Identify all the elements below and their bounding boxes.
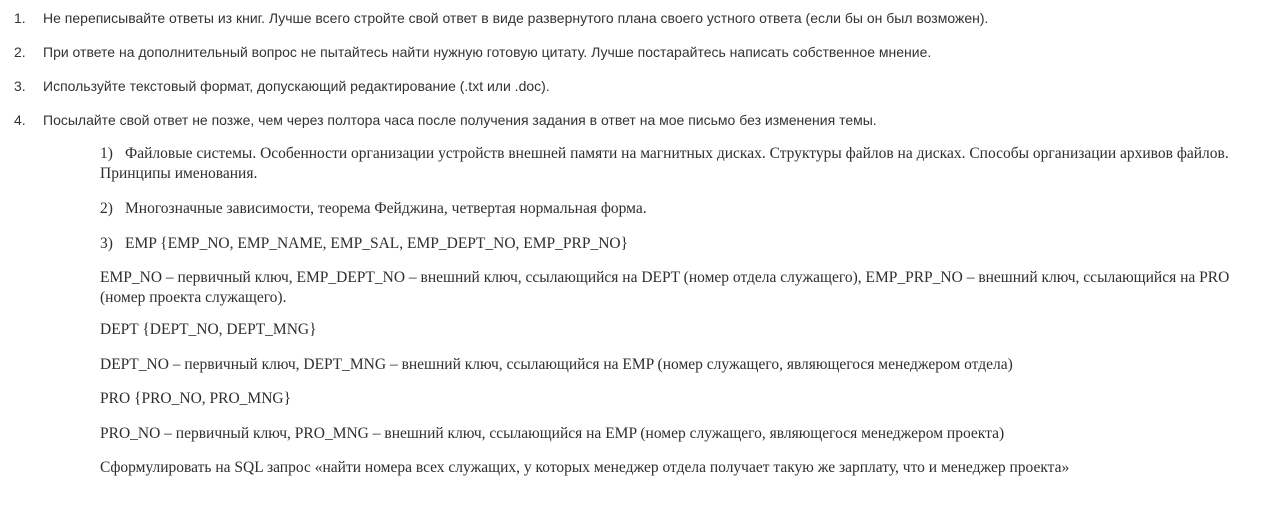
task-number: 1) — [100, 145, 113, 162]
task-item — [100, 144, 1229, 164]
task-text: Файловые системы. Особенности организации устройств внешней памяти на магнитных дисках. Структуры файлов на дисках. Способы организации архивов файлов. — [125, 145, 1229, 162]
sql-query-task: Сформулировать на SQL запрос «найти номера всех служащих, у которых менеджер отдела получает такую же зарплату, что и менеджер проекта» — [100, 459, 1070, 476]
task-number: 2) — [100, 200, 113, 217]
task-text: Многозначные зависимости, теорема Фейджина, четвертая нормальная форма. — [125, 200, 647, 217]
dept-schema: DEPT {DEPT_NO, DEPT_MNG} — [100, 321, 317, 338]
pro-schema: PRO {PRO_NO, PRO_MNG} — [100, 390, 292, 407]
task-item — [100, 199, 647, 219]
instruction-text: Не переписывайте ответы из книг. Лучше всего стройте свой ответ в виде развернутого плана своего устного ответа (если бы он был возможен). — [43, 10, 989, 26]
task-text-continuation: Принципы именования. — [100, 165, 258, 182]
instruction-text: Посылайте свой ответ не позже, чем через полтора часа после получения задания в ответ на мое письмо без изменения темы. — [43, 112, 877, 128]
emp-description-continuation: (номер проекта служащего). — [100, 289, 287, 306]
dept-description: DEPT_NO – первичный ключ, DEPT_MNG – внешний ключ, ссылающийся на EMP (номер служащего, являющегося менеджером отдела) — [100, 356, 1013, 373]
instruction-number: 4. — [14, 112, 26, 128]
instruction-number: 3. — [14, 78, 26, 94]
emp-description: EMP_NO – первичный ключ, EMP_DEPT_NO – внешний ключ, ссылающийся на DEPT (номер отдела служащего), EMP_PRP_NO – внешний ключ, ссылающийся на PRO — [100, 269, 1230, 286]
task-number: 3) — [100, 235, 113, 252]
task-item — [100, 234, 628, 254]
task-text: EMP {EMP_NO, EMP_NAME, EMP_SAL, EMP_DEPT_NO, EMP_PRP_NO} — [125, 235, 629, 252]
instruction-text: При ответе на дополнительный вопрос не пытайтесь найти нужную готовую цитату. Лучше постарайтесь написать собственное мнение. — [43, 44, 932, 60]
pro-description: PRO_NO – первичный ключ, PRO_MNG – внешний ключ, ссылающийся на EMP (номер служащего, являющегося менеджером проекта) — [100, 425, 1005, 442]
instruction-text: Используйте текстовый формат, допускающий редактирование (.txt или .doc). — [43, 78, 550, 94]
instruction-number: 1. — [14, 10, 26, 26]
instruction-number: 2. — [14, 44, 26, 60]
